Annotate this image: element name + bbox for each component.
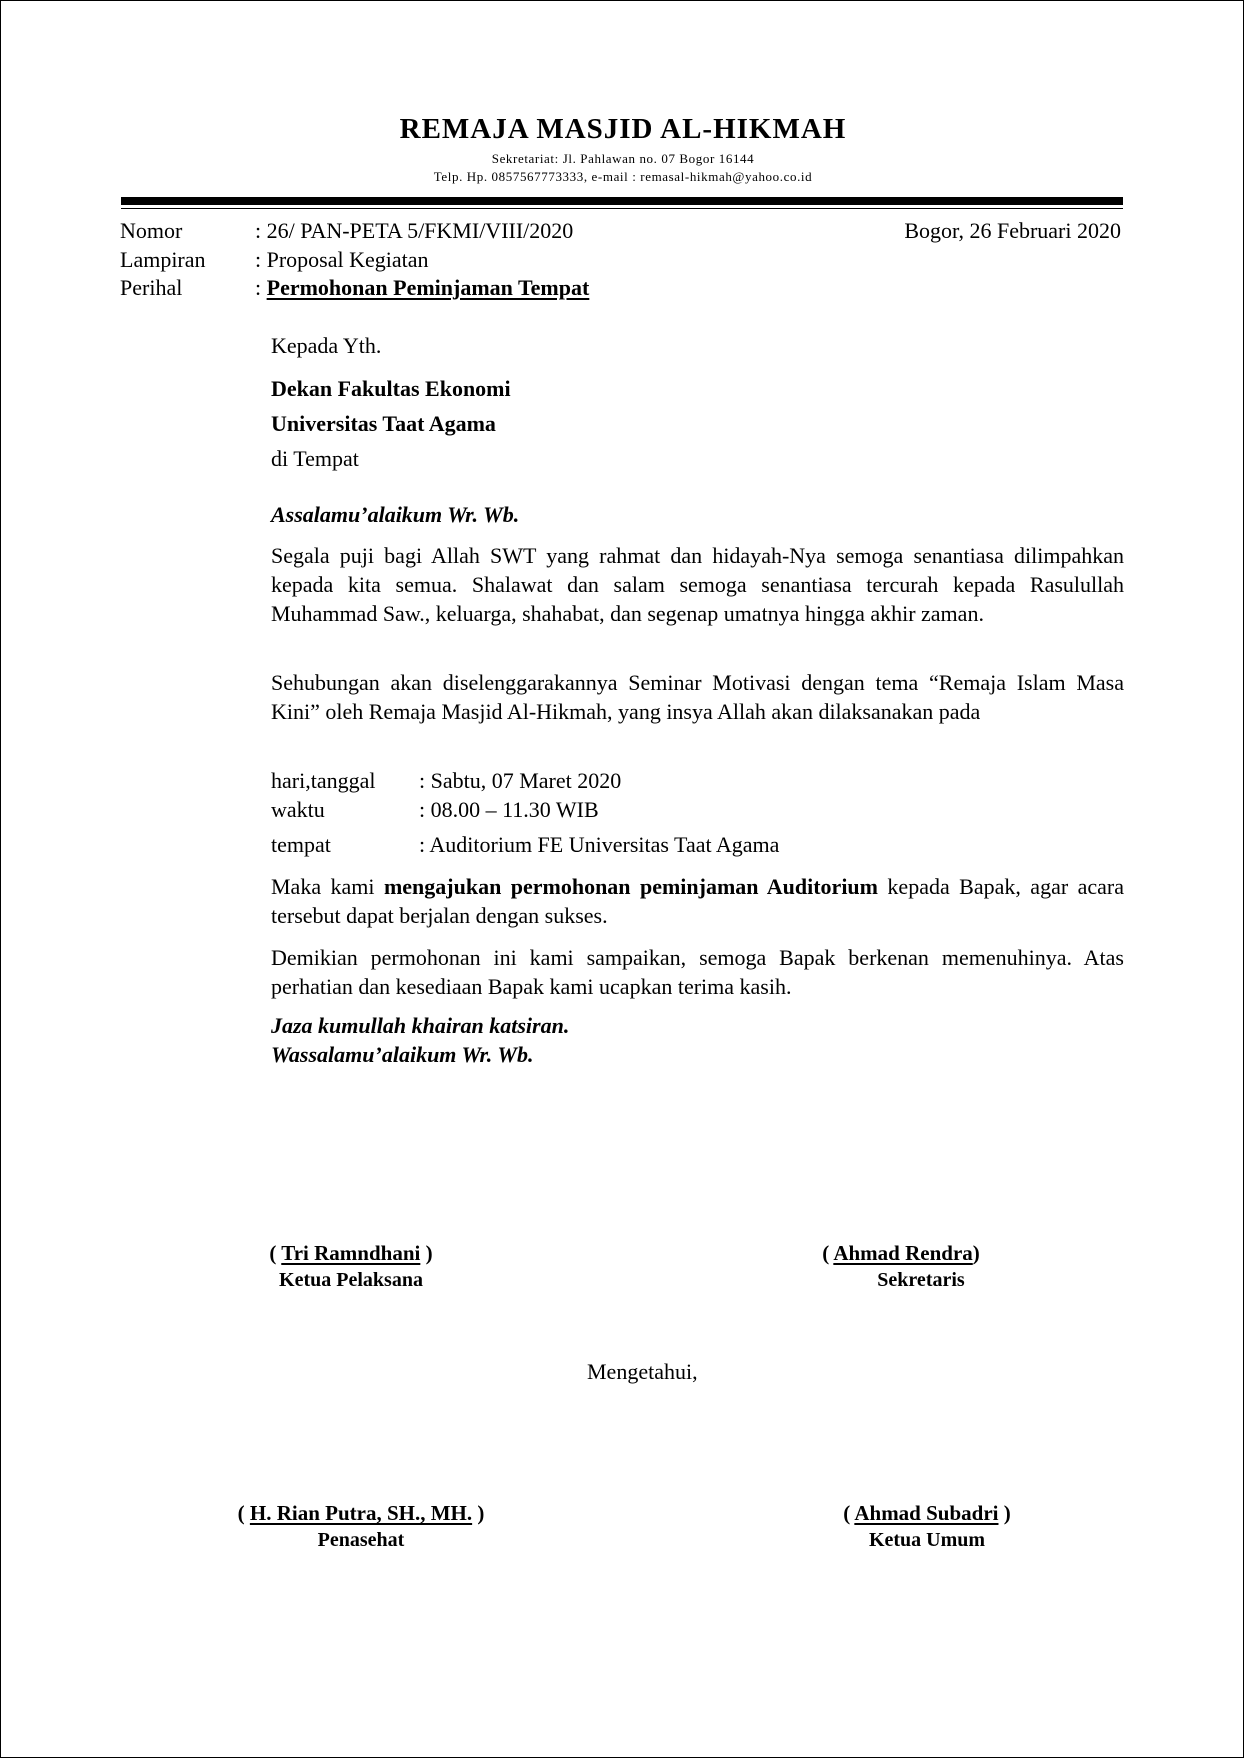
org-address: Sekretariat: Jl. Pahlawan no. 07 Bogor 16144 [491, 151, 755, 166]
paragraph-3-post: kepada Bapak, agar acara tersebut dapat berjalan dengan sukses. [271, 874, 1124, 928]
org-name: REMAJA MASJID AL-HIKMAH [399, 113, 847, 145]
closing-2: Wassalamu’alaikum Wr. Wb. [271, 1042, 534, 1067]
perihal-colon: : [255, 275, 262, 300]
nomor-value: : 26/ PAN-PETA 5/FKMI/VIII/2020 [255, 218, 574, 243]
greeting: Assalamu’alaikum Wr. Wb. [271, 502, 520, 527]
recipient-salutation: Kepada Yth. [271, 333, 382, 358]
place-date: Bogor, 26 Februari 2020 [904, 218, 1121, 243]
closing-1: Jaza kumullah khairan katsiran. [271, 1013, 570, 1038]
signature-role: Ketua Pelaksana [279, 1269, 423, 1291]
signature-penasehat [211, 1501, 511, 1552]
perihal-row [255, 275, 589, 301]
detail-place-value: : Auditorium FE Universitas Taat Agama [419, 832, 780, 857]
detail-date-label: hari,tanggal [271, 768, 376, 793]
paragraph-3-pre: Maka kami [271, 874, 384, 899]
nomor-label: Nomor [120, 218, 183, 243]
detail-time-label: waktu [271, 797, 325, 822]
paragraph-2: Sehubungan akan diselenggarakannya Seminar Motivasi dengan tema “Remaja Islam Masa Kini” oleh Remaja Masjid Al-Hikmah, yang insya Allah akan dilaksanakan pada [271, 670, 1124, 724]
detail-date-value: : Sabtu, 07 Maret 2020 [419, 768, 622, 793]
signature-ketua-pelaksana [231, 1241, 471, 1292]
paragraph-3 [271, 872, 1124, 930]
signature-name: Ahmad Rendra [833, 1241, 973, 1265]
perihal-label: Perihal [120, 275, 183, 300]
recipient-line2: Universitas Taat Agama [271, 411, 496, 436]
signature-role: Sekretaris [877, 1269, 965, 1291]
lampiran-label: Lampiran [120, 247, 206, 272]
perihal-value: Permohonan Peminjaman Tempat [266, 275, 590, 300]
paragraph-1: Segala puji bagi Allah SWT yang rahmat dan hidayah-Nya semoga senantiasa dilimpahkan kepada kita semua. Shalawat dan salam semoga senantiasa tercurah kepada Rasulullah Muhammad Saw., keluarga, shahabat, dan segenap umatnya hingga akhir zaman. [271, 543, 1124, 626]
signature-name: Ahmad Subadri [854, 1501, 999, 1525]
signature-sekretaris [781, 1241, 1021, 1292]
letterhead-divider-thick [121, 197, 1123, 205]
org-contact: Telp. Hp. 0857567773333, e-mail : remasal-hikmah@yahoo.co.id [433, 169, 813, 184]
signature-name: H. Rian Putra, SH., MH. [249, 1501, 473, 1525]
detail-time-value: : 08.00 – 11.30 WIB [419, 797, 599, 822]
acknowledged-label: Mengetahui, [587, 1359, 698, 1384]
signature-ketua-umum [807, 1501, 1047, 1552]
signature-role: Ketua Umum [868, 1529, 986, 1551]
letterhead-divider-thin [121, 208, 1123, 209]
paragraph-3-bold: mengajukan permohonan peminjaman Auditorium [383, 874, 878, 899]
signature-role: Penasehat [317, 1529, 405, 1551]
detail-place-label: tempat [271, 832, 331, 857]
recipient-line1: Dekan Fakultas Ekonomi [271, 376, 511, 401]
lampiran-value: : Proposal Kegiatan [255, 247, 429, 272]
signature-name-line: ( Ahmad Subadri ) [843, 1501, 1011, 1525]
recipient-line3: di Tempat [271, 446, 359, 471]
signature-name: Tri Ramndhani [281, 1241, 421, 1265]
signature-name-line: ( Ahmad Rendra) [822, 1241, 980, 1265]
paragraph-4: Demikian permohonan ini kami sampaikan, semoga Bapak berkenan memenuhinya. Atas perhatian dan kesediaan Bapak kami ucapkan terima kasih. [271, 945, 1124, 999]
signature-name-line: ( H. Rian Putra, SH., MH. ) [237, 1501, 485, 1525]
signature-name-line: ( Tri Ramndhani ) [269, 1241, 433, 1265]
